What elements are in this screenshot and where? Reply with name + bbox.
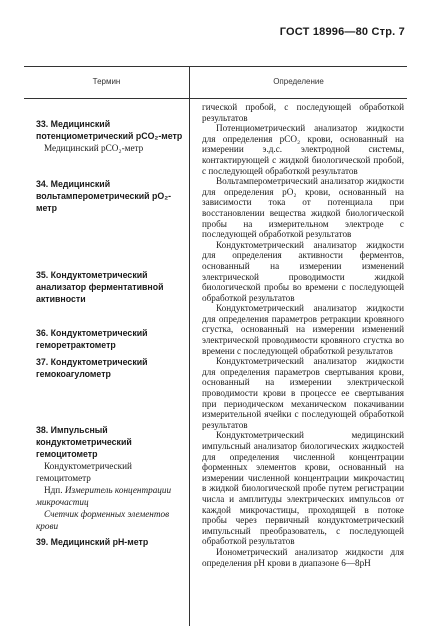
page-header: ГОСТ 18996—80 Стр. 7	[279, 26, 405, 38]
column-header-definition: Определение	[273, 77, 324, 86]
term-note-text: Измеритель концентрации микрочастиц	[36, 485, 172, 507]
definition-36: Кондуктометрический анализатор жидкости для определения параметров ретракции кровяного сгустка, основанный на измерении изменений электрической проводимости кровяного сгустка во времени с последующей обработкой результатов	[202, 303, 404, 356]
table-top-rule	[24, 66, 407, 67]
column-divider	[189, 66, 190, 626]
term-title: 33. Медицинский потенциометрический pCO₂-метр	[36, 119, 183, 141]
definition-38: Кондуктометрический медицинский импульсный анализатор биологических жидкостей для определения численной концентрации форменных элементов крови, основанный на измерении численной концентрации микрочастиц в жидкой биологической пробе путем регистрации числа и амплитуды электрических импульсов от каждой микрочастицы, проходящей в потоке пробы через первичный кондуктометрический импульсный преобразователь, с последующей обработкой результатов	[202, 430, 404, 547]
terms-table	[24, 66, 407, 626]
term-synonym: Медицинский pCO₂-метр	[44, 143, 144, 153]
term-title: 39. Медицинский рН-метр	[36, 537, 149, 547]
term-title: 34. Медицинский вольтамперометрический pO₂-метр	[36, 179, 172, 213]
term-title: 37. Кондуктометрический гемокоагулометр	[36, 357, 148, 379]
definitions-column	[202, 102, 404, 568]
definition-35: Кондуктометрический анализатор жидкости для определения активности ферментов, основанный на измерении изменений электрической проводимости жидкой биологической пробы во времени с последующей обработкой результатов	[202, 239, 404, 303]
definition-intro: гической пробой, с последующей обработкой результатов	[202, 102, 404, 123]
definition-37: Кондуктометрический анализатор жидкости для определения параметров свертывания крови, основанный на измерении электрической проводимости крови в процессе ее свертывания при периодическом механическом покачивании измерительной ячейки с последующей обработкой результатов	[202, 356, 404, 430]
term-35	[36, 269, 184, 305]
term-title: 35. Кондуктометрический анализатор ферментативной активности	[36, 270, 164, 304]
term-synonym: Кондуктометрический гемоцитометр	[36, 461, 132, 483]
term-title: 36. Кондуктометрический геморетрактометр	[36, 328, 148, 350]
term-33	[36, 118, 184, 154]
header-rule	[24, 98, 407, 99]
term-title: 38. Импульсный кондуктометрический гемоцитометр	[36, 425, 132, 459]
term-39	[36, 536, 184, 548]
term-34	[36, 178, 184, 214]
definition-39: Ионометрический анализатор жидкости для определения рН крови в диапазоне 6—8рН	[202, 546, 404, 568]
term-38	[36, 424, 184, 532]
definition-34: Вольтамперометрический анализатор жидкости для определения pO₂ крови, основанный на зависимости тока от потенциала при восстановлении вещества жидкой биологической пробы на измерительном электроде с последующей обработкой результатов	[202, 176, 404, 240]
term-deprecated-note	[36, 484, 184, 508]
definition-33: Потенциометрический анализатор жидкости для определения pCO₂ крови, основанный на измерении э.д.с. электродной системы, контактирующей с жидкой биологической пробой, с последующей обработкой результатов	[202, 123, 404, 176]
term-deprecated-note-2: Счетчик форменных элементов крови	[36, 509, 170, 531]
term-36	[36, 327, 184, 351]
term-37	[36, 356, 184, 380]
term-note-label: Ндп.	[44, 485, 63, 495]
column-header-term: Термин	[92, 77, 121, 86]
